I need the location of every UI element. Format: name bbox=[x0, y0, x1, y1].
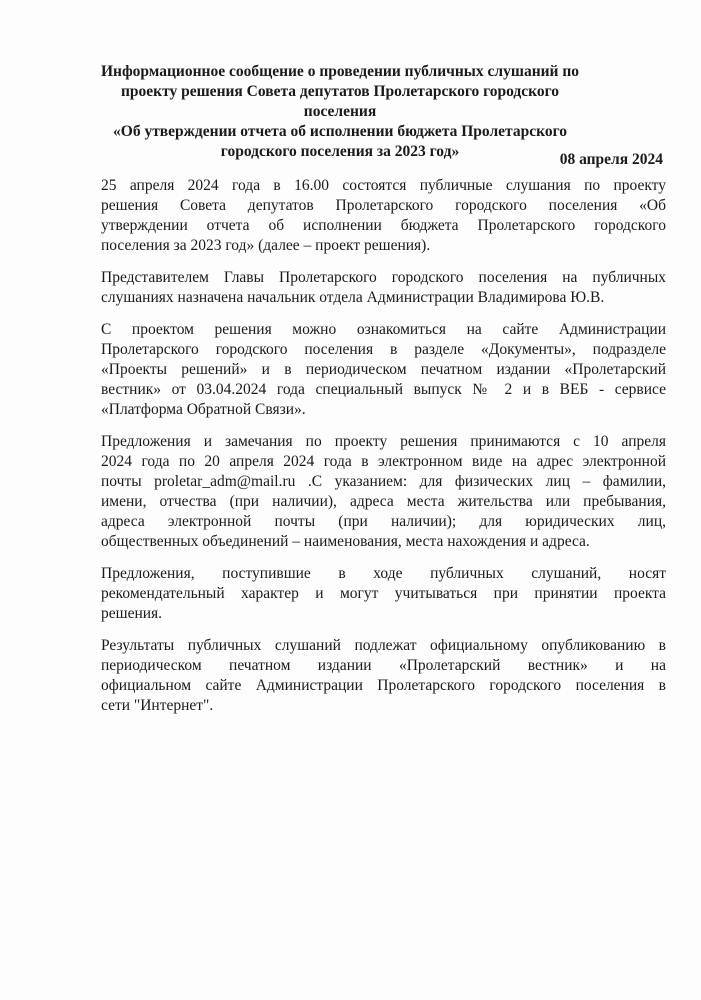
text-line: Пролетарского городского поселения в разделе «Документы», подразделе bbox=[101, 341, 666, 358]
text-line: официальном сайте Администрации Пролетарского городского поселения в bbox=[101, 677, 666, 694]
document-title bbox=[100, 62, 580, 162]
document-date: 08 апреля 2024 bbox=[559, 151, 663, 168]
document-body bbox=[101, 176, 666, 728]
text-line: Представителем Главы Пролетарского городского поселения на публичных bbox=[101, 269, 666, 286]
paragraph-submissions bbox=[101, 432, 666, 552]
text-line: периодическом печатном издании «Пролетарский вестник» и на bbox=[101, 657, 666, 674]
text-line: С проектом решения можно ознакомиться на сайте Администрации bbox=[101, 321, 666, 338]
title-line: городского поселения за 2023 год» bbox=[220, 143, 460, 160]
text-line: решения. bbox=[101, 605, 163, 622]
text-line: Предложения, поступившие в ходе публичных слушаний, носят bbox=[101, 565, 666, 582]
text-line: сети "Интернет". bbox=[101, 697, 214, 714]
title-line: проекту решения Совета депутатов Пролетарского городского поселения bbox=[120, 83, 560, 120]
text-line: почты proletar_adm@mail.ru .С указанием: для физических лиц – фамилии, bbox=[101, 473, 666, 490]
text-line: решения Совета депутатов Пролетарского городского поселения «Об bbox=[101, 197, 666, 214]
paragraph-publication bbox=[101, 636, 666, 716]
text-line: слушаниях назначена начальник отдела Администрации Владимирова Ю.В. bbox=[101, 289, 605, 306]
text-line: утверждении отчета об исполнении бюджета Пролетарского городского bbox=[101, 217, 666, 234]
text-line: «Проекты решений» и в периодическом печатном издании «Пролетарский bbox=[101, 361, 666, 378]
text-line: Предложения и замечания по проекту решения принимаются с 10 апреля bbox=[101, 433, 666, 450]
text-line: адреса электронной почты (при наличии); для юридических лиц, bbox=[101, 513, 666, 530]
text-line: 2024 года по 20 апреля 2024 года в электронном виде на адрес электронной bbox=[101, 453, 666, 470]
text-line: вестник» от 03.04.2024 года специальный выпуск № 2 и в ВЕБ - сервисе bbox=[101, 381, 666, 398]
paragraph-advisory-nature bbox=[101, 564, 666, 624]
text-line: 25 апреля 2024 года в 16.00 состоятся публичные слушания по проекту bbox=[101, 177, 666, 194]
paragraph-hearing-announcement bbox=[101, 176, 666, 256]
text-line: рекомендательный характер и могут учитываться при принятии проекта bbox=[101, 585, 666, 602]
text-line: имени, отчества (при наличии), адреса места жительства или пребывания, bbox=[101, 493, 666, 510]
paragraph-representative bbox=[101, 268, 666, 308]
text-line: общественных объединений – наименования, места нахождения и адреса. bbox=[101, 533, 590, 550]
title-line: Информационное сообщение о проведении публичных слушаний по bbox=[100, 63, 580, 80]
text-line: «Платформа Обратной Связи». bbox=[101, 401, 306, 418]
text-line: поселения за 2023 год» (далее – проект решения). bbox=[101, 237, 431, 254]
title-line: «Об утверждении отчета об исполнении бюджета Пролетарского bbox=[113, 123, 567, 140]
text-line: Результаты публичных слушаний подлежат официальному опубликованию в bbox=[101, 637, 666, 654]
paragraph-where-to-read bbox=[101, 320, 666, 420]
